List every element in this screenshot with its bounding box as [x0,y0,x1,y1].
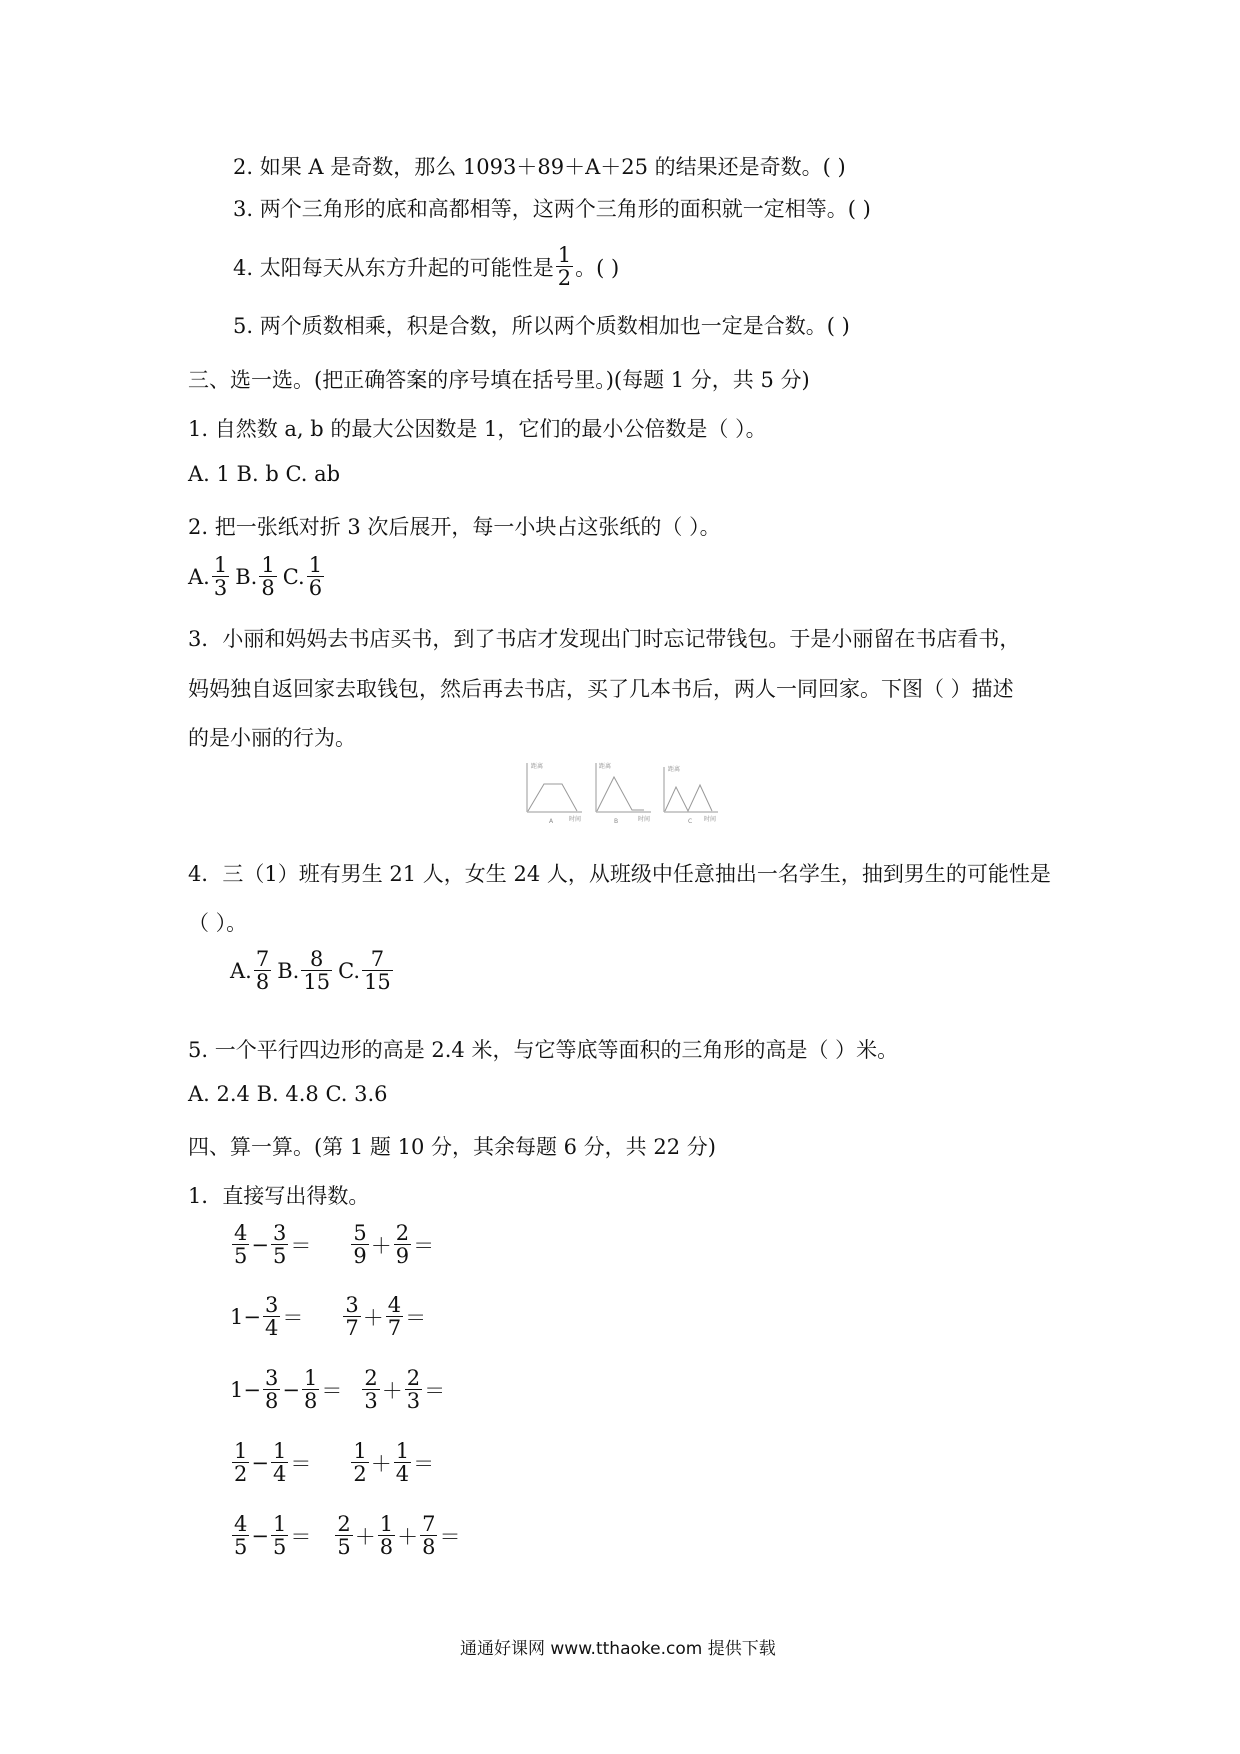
graph-c-ylabel: 距离 [668,766,681,773]
choose-q1: 1. 自然数 a, b 的最大公因数是 1，它们的最小公倍数是（ ）。 [188,417,767,441]
graph-b-ylabel: 距离 [599,763,612,770]
expression: $\frac{4}{5}$ − $\frac{3}{5}$ ＝ [234,1221,312,1269]
expression: 1− $\frac{3}{4}$ ＝ [230,1293,304,1341]
option-b: B. $\frac{1}{8}$ [235,553,275,601]
distance-time-graphs [520,757,725,827]
choose-q2: 2. 把一张纸对折 3 次后展开，每一小块占这张纸的（ ）。 [188,515,721,539]
graph-a [527,763,582,812]
choose-q5: 5. 一个平行四边形的高是 2.4 米，与它等底等面积的三角形的高是（ ）米。 [188,1038,899,1062]
choose-q4-options [230,948,399,993]
option-c: C. $\frac{7}{15}$ [338,947,391,995]
fraction: $\frac{1}{6}$ [308,553,323,601]
choose-q5-options: A. 2.4 B. 4.8 C. 3.6 [188,1082,388,1106]
fraction: $\frac{1}{3}$ [213,553,228,601]
calc-q1: 1．直接写出得数。 [188,1184,370,1208]
expression: 1− $\frac{3}{8}$ − $\frac{1}{8}$ ＝ [230,1366,343,1414]
choose-heading: 三、选一选。(把正确答案的序号填在括号里。)(每题 1 分，共 5 分) [188,368,810,392]
choose-q3-line3: 的是小丽的行为。 [188,726,356,750]
expression: $\frac{2}{3}$ ＋ $\frac{2}{3}$ ＝ [364,1366,446,1414]
choose-q3-line2: 妈妈独自返回家去取钱包，然后再去书店，买了几本书后，两人一同回家。下图（ ）描述 [188,677,1014,701]
expression: $\frac{1}{2}$ − $\frac{1}{4}$ ＝ [234,1439,312,1487]
expression: $\frac{1}{2}$ ＋ $\frac{1}{4}$ ＝ [353,1439,435,1487]
calc-row-3 [230,1367,445,1412]
fraction [556,244,573,289]
choose-q4-line1: 4．三（1）班有男生 21 人，女生 24 人，从班级中任意抽出一名学生，抽到男生的可能性是 [188,862,1051,886]
choose-q4-line2: （ ）。 [188,911,248,935]
judge-q3: 3. 两个三角形的底和高都相等，这两个三角形的面积就一定相等。( ) [233,197,871,221]
expression: $\frac{4}{5}$ − $\frac{1}{5}$ ＝ [234,1512,312,1560]
expression: $\frac{2}{5}$ ＋ $\frac{1}{8}$ ＋ $\frac{7}{8}$ ＝ [337,1512,461,1560]
judge-q4-suffix: 。( ) [575,255,620,280]
calc-heading: 四、算一算。(第 1 题 10 分，其余每题 6 分，共 22 分) [188,1135,716,1159]
graph-a-tag: A [549,818,554,825]
judge-q5: 5. 两个质数相乘，积是合数，所以两个质数相加也一定是合数。( ) [233,314,850,338]
fraction: $\frac{7}{8}$ [255,947,270,995]
graph-c [664,767,718,812]
graph-c-tag: C [688,818,693,825]
denominator: 2 [557,266,572,291]
choose-q3-line1: 3．小丽和妈妈去书店买书，到了书店才发现出门时忘记带钱包。于是小丽留在书店看书， [188,627,1021,651]
choose-q1-options: A. 1 B. b C. ab [188,462,341,486]
calc-row-2 [230,1294,426,1339]
option-b: B. $\frac{8}{15}$ [277,947,331,995]
numerator: 1 [557,243,572,267]
calc-row-5 [230,1513,460,1558]
graph-b [596,763,651,812]
option-a: A. $\frac{7}{8}$ [230,947,270,995]
calc-row-1 [230,1222,434,1267]
graph-c-xlabel: 时间 [704,816,717,823]
graph-a-ylabel: 距离 [531,763,544,770]
expression: $\frac{3}{7}$ ＋ $\frac{4}{7}$ ＝ [345,1293,427,1341]
fraction: $\frac{7}{15}$ [364,947,391,995]
judge-q4-text: 4. 太阳每天从东方升起的可能性是 [233,255,554,280]
expression: $\frac{5}{9}$ ＋ $\frac{2}{9}$ ＝ [353,1221,435,1269]
fraction: $\frac{1}{8}$ [261,553,275,601]
fraction: $\frac{8}{15}$ [303,947,331,995]
page-footer: 通通好课网 www.tthaoke.com 提供下载 [460,1639,776,1659]
graph-a-xlabel: 时间 [569,816,582,823]
judge-q4 [233,244,619,289]
choose-q2-options [188,554,330,599]
option-c: C. $\frac{1}{6}$ [282,553,323,601]
option-a: A. $\frac{1}{3}$ [188,553,228,601]
judge-q2: 2. 如果 A 是奇数，那么 1093＋89＋A＋25 的结果还是奇数。( ) [233,155,846,179]
calc-row-4 [230,1440,434,1485]
graph-b-tag: B [614,818,619,825]
graph-b-xlabel: 时间 [638,816,651,823]
